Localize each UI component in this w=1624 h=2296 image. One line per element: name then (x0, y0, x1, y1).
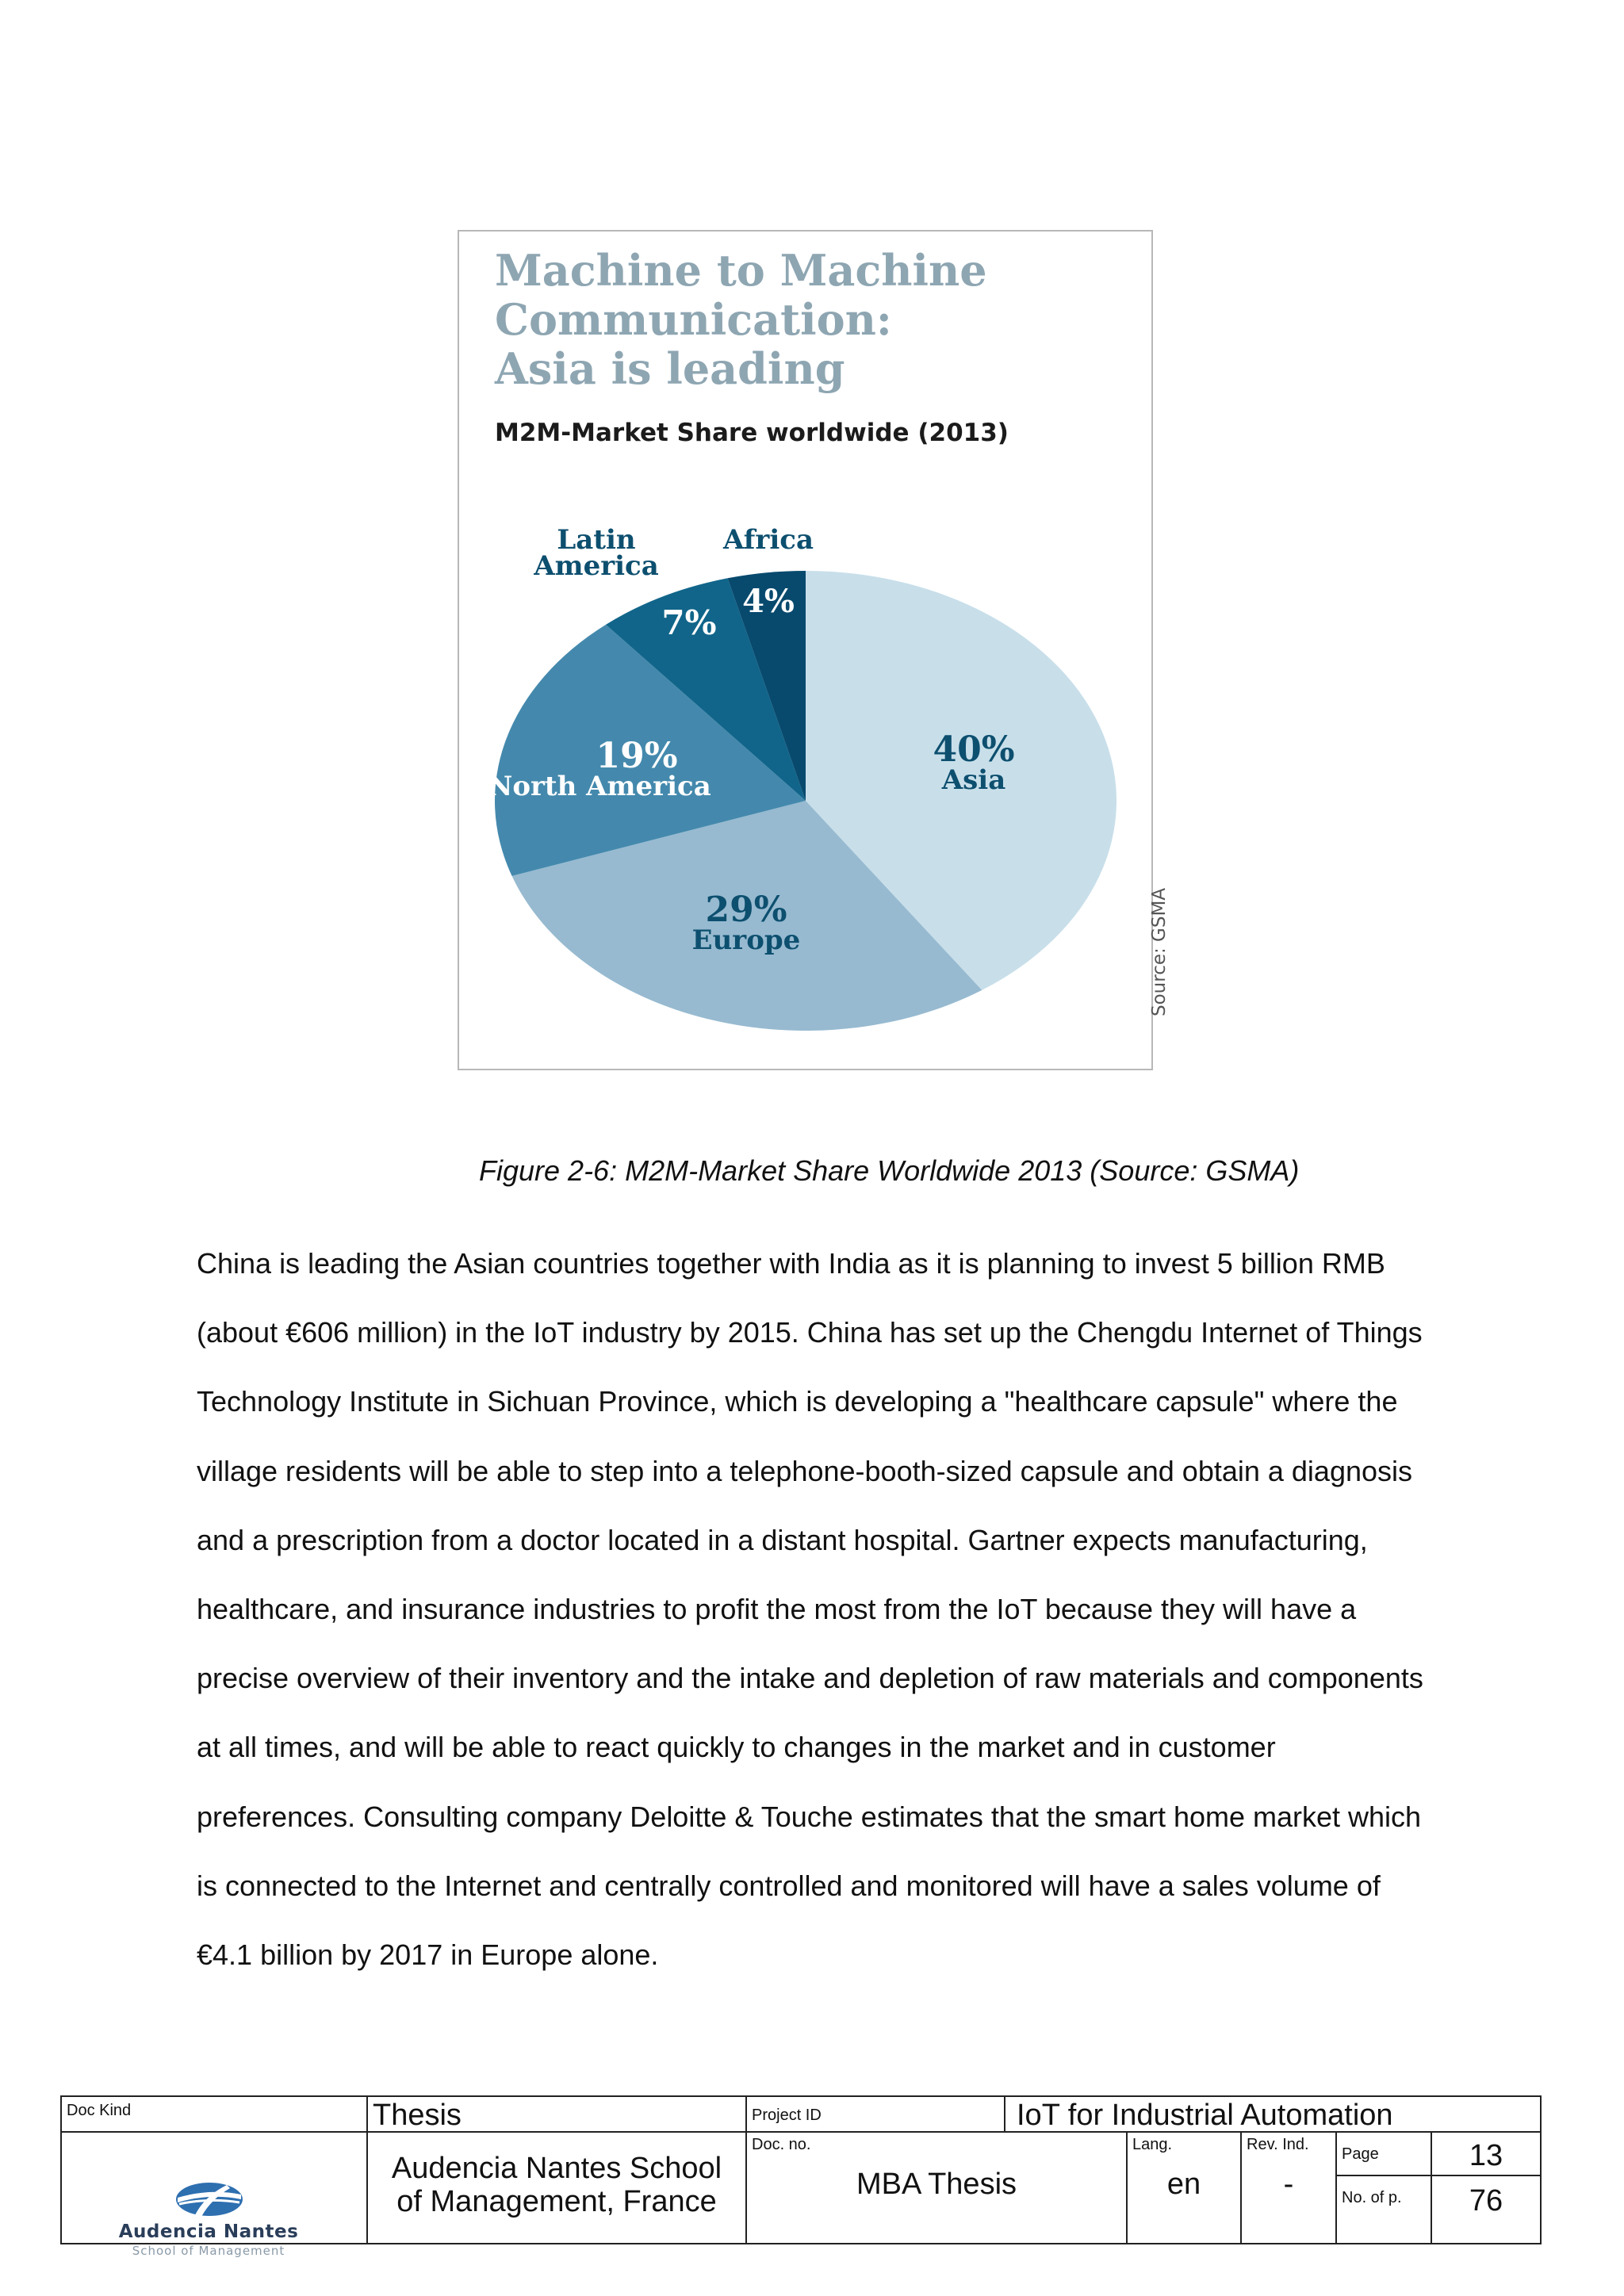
figure-title: Machine to Machine Communication: Asia is leading (495, 245, 987, 394)
logo-subtitle: School of Management (132, 2244, 285, 2258)
project-id-label: Project ID (752, 2107, 822, 2124)
doc-no-value: MBA Thesis (856, 2168, 1017, 2201)
figure-subtitle: M2M-Market Share worldwide (2013) (495, 419, 1009, 447)
rev-label: Rev. Ind. (1247, 2136, 1309, 2153)
no-of-pages-label: No. of p. (1342, 2189, 1402, 2206)
page-cell (1432, 2133, 1540, 2176)
page-label-cell (1337, 2133, 1432, 2176)
doc-kind-cell (368, 2097, 747, 2133)
pie-value-label-north-america: 19% (596, 736, 678, 776)
pie-name-label-asia: Asia (941, 764, 1006, 796)
figure-frame (458, 230, 1153, 1070)
logo-name: Audencia Nantes (118, 2221, 299, 2242)
pie-name-label-latin-america: America (534, 550, 659, 582)
doc-no-label: Doc. no. (752, 2136, 811, 2153)
footer-table (60, 2095, 1542, 2258)
lang-label: Lang. (1132, 2136, 1173, 2153)
pie-value-label-europe: 29% (705, 890, 787, 930)
school-logo (78, 2180, 363, 2258)
project-id-value: IoT for Industrial Automation (1017, 2099, 1393, 2132)
doc-kind-label-cell (62, 2097, 368, 2133)
rev-value: - (1283, 2168, 1294, 2201)
figure-caption: Figure 2-6: M2M-Market Share Worldwide 2013 (Source: GSMA) (479, 1154, 1300, 1187)
pie-value-label-latin-america: 7% (661, 603, 717, 642)
no-of-pages-label-cell (1337, 2176, 1432, 2243)
body-text (197, 1229, 1434, 1989)
logo-cell (62, 2133, 368, 2258)
body-paragraph: China is leading the Asian countries together with India as it is planning to invest 5 billion RMB (about €606 million) in the IoT industry by 2015. China has set up the Chengdu Internet of Things Technology Institute in Sichuan Province, which is developing a "healthcare capsule" where the village residents will be able to step into a telephone-booth-sized capsule and obtain a diagnosis and a prescription from a doctor located in a distant hospital. Gartner expects manufacturing, healthcare, and insurance industries to profit the most from the IoT because they will have a precise overview of their inventory and the intake and depletion of raw materials and components at all times, and will be able to react quickly to changes in the market and in customer preferences. Consulting company Deloitte & Touche estimates that the smart home market which is connected to the Internet and centrally controlled and monitored will have a sales volume of €4.1 billion by 2017 in Europe alone. (197, 1247, 1423, 1972)
lang-value: en (1166, 2168, 1201, 2201)
globe-logo-icon (171, 2180, 247, 2218)
project-id-label-cell (747, 2097, 1005, 2133)
school-cell (368, 2133, 747, 2243)
figure-source: Source: GSMA (1149, 887, 1170, 1016)
page-number: 13 (1469, 2139, 1503, 2172)
school-name: Audencia Nantes School of Management, France (391, 2152, 722, 2218)
pie-chart (459, 232, 1151, 1069)
project-id-cell (1005, 2097, 1540, 2133)
doc-kind-value: Thesis (373, 2099, 462, 2132)
no-of-pages-cell (1432, 2176, 1540, 2243)
doc-kind-label: Doc Kind (67, 2102, 132, 2119)
pie-value-label-africa: 4% (742, 583, 795, 620)
rev-cell (1242, 2133, 1337, 2243)
pie-name-label-africa: Africa (723, 524, 814, 556)
pie-name-label-north-america: North America (488, 771, 711, 802)
pie-value-label-asia: 40% (933, 729, 1015, 770)
lang-cell (1128, 2133, 1242, 2243)
pie-name-label-latin-america: Latin (557, 524, 636, 556)
page-label: Page (1342, 2145, 1379, 2163)
pie-name-label-europe: Europe (691, 924, 801, 956)
no-of-pages-value: 76 (1469, 2184, 1503, 2218)
doc-no-cell (747, 2133, 1128, 2243)
